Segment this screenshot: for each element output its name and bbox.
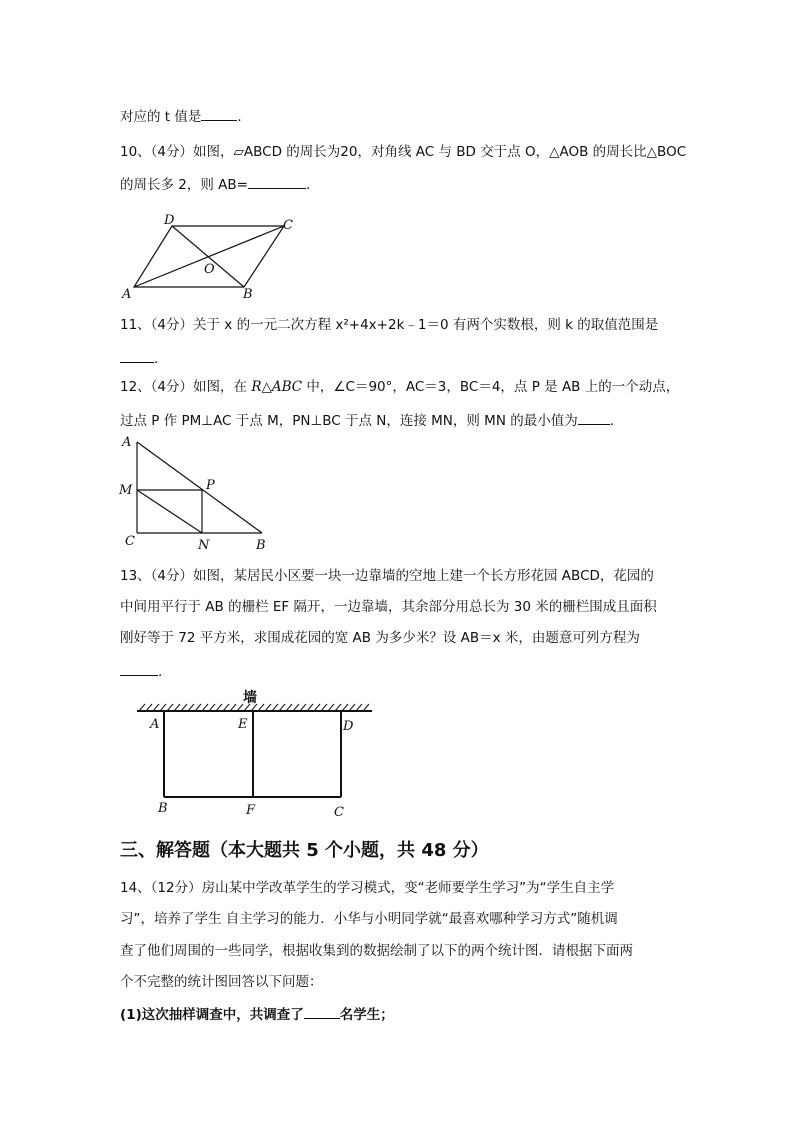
label-P: P [206, 478, 215, 493]
label-D: D [164, 213, 175, 228]
q14-sub1-a: (1)这次抽样调查中，共调查了 [120, 1007, 304, 1023]
q14-sub1 [120, 1004, 394, 1024]
label-M: M [119, 483, 133, 498]
label-C: C [125, 534, 135, 549]
q14-sub1-b: 名学生； [339, 1007, 394, 1023]
answer-blank [304, 1004, 340, 1019]
label-A: A [150, 717, 160, 732]
q13-line1: 13、（4分）如图，某居民小区要一块一边靠墙的空地上建一个长方形花园 ABCD，花园的 [120, 568, 654, 584]
q12-line2-text: 过点 P 作 PM⊥AC 于点 M，PN⊥BC 于点 N，连接 MN，则 MN 的最小值为 [120, 413, 578, 429]
q9-tail: 对应的 t 值是 . [120, 106, 242, 126]
q12-line1-a: 12、（4分）如图，在 [120, 379, 248, 395]
q14-line3: 查了他们周围的一些同学，根据收集到的数据绘制了以下的两个统计图．请根据下面两 [120, 943, 633, 959]
q11-line1: 11、（4分）关于 x 的一元二次方程 x²+4x+2k﹣1＝0 有两个实数根，则 k 的取值范围是 [120, 317, 659, 333]
label-B: B [256, 538, 266, 553]
section-heading: 三、解答题（本大题共 5 个小题，共 48 分） [120, 840, 489, 861]
q10-line2-text: 的周长多 2，则 AB= [120, 177, 248, 193]
q13-line4: . [120, 661, 162, 681]
q12-line1-c: 中，∠C＝90°，AC＝3，BC＝4，点 P 是 AB 上的一个动点， [306, 379, 680, 395]
label-C: C [334, 805, 344, 820]
q12-line2: 过点 P 作 PM⊥AC 于点 M，PN⊥BC 于点 N，连接 MN，则 MN 的最小值为 . [120, 410, 614, 430]
label-N: N [198, 538, 210, 553]
q12-line1-b: R△ABC [251, 379, 303, 395]
label-A: A [122, 287, 132, 302]
q14-line4: 个不完整的统计图回答以下问题： [120, 974, 323, 990]
label-B: B [158, 801, 168, 816]
q14-line1: 14、（12分）房山某中学改革学生的学习模式，变“老师要学生学习”为“学生自主学 [120, 880, 615, 896]
label-D: D [343, 719, 354, 734]
q9-tail-text: 对应的 t 值是 [120, 109, 202, 125]
label-C: C [283, 218, 293, 233]
label-F: F [246, 803, 256, 818]
q13-line3: 刚好等于 72 平方米，求围成花园的宽 AB 为多少米？设 AB＝x 米，由题意可列方程为 [120, 630, 640, 646]
label-A: A [122, 435, 132, 450]
wall-label: 墙 [243, 690, 257, 706]
q13-line2: 中间用平行于 AB 的栅栏 EF 隔开，一边靠墙，其余部分用总长为 30 米的栅栏围成且面积 [120, 599, 657, 615]
label-O: O [204, 262, 215, 277]
label-E: E [238, 717, 248, 732]
q10-line1: 10、（4分）如图，▱ABCD 的周长为20，对角线 AC 与 BD 交于点 O，△AOB 的周长比△BOC [120, 144, 687, 160]
q10-line2: 的周长多 2，则 AB= . [120, 174, 310, 194]
label-B: B [243, 287, 253, 302]
q14-line2: 习”，培养了学生 自主学习的能力．小华与小明同学就“最喜欢哪种学习方式”随机调 [120, 911, 618, 927]
q11-line2: . [120, 348, 158, 368]
